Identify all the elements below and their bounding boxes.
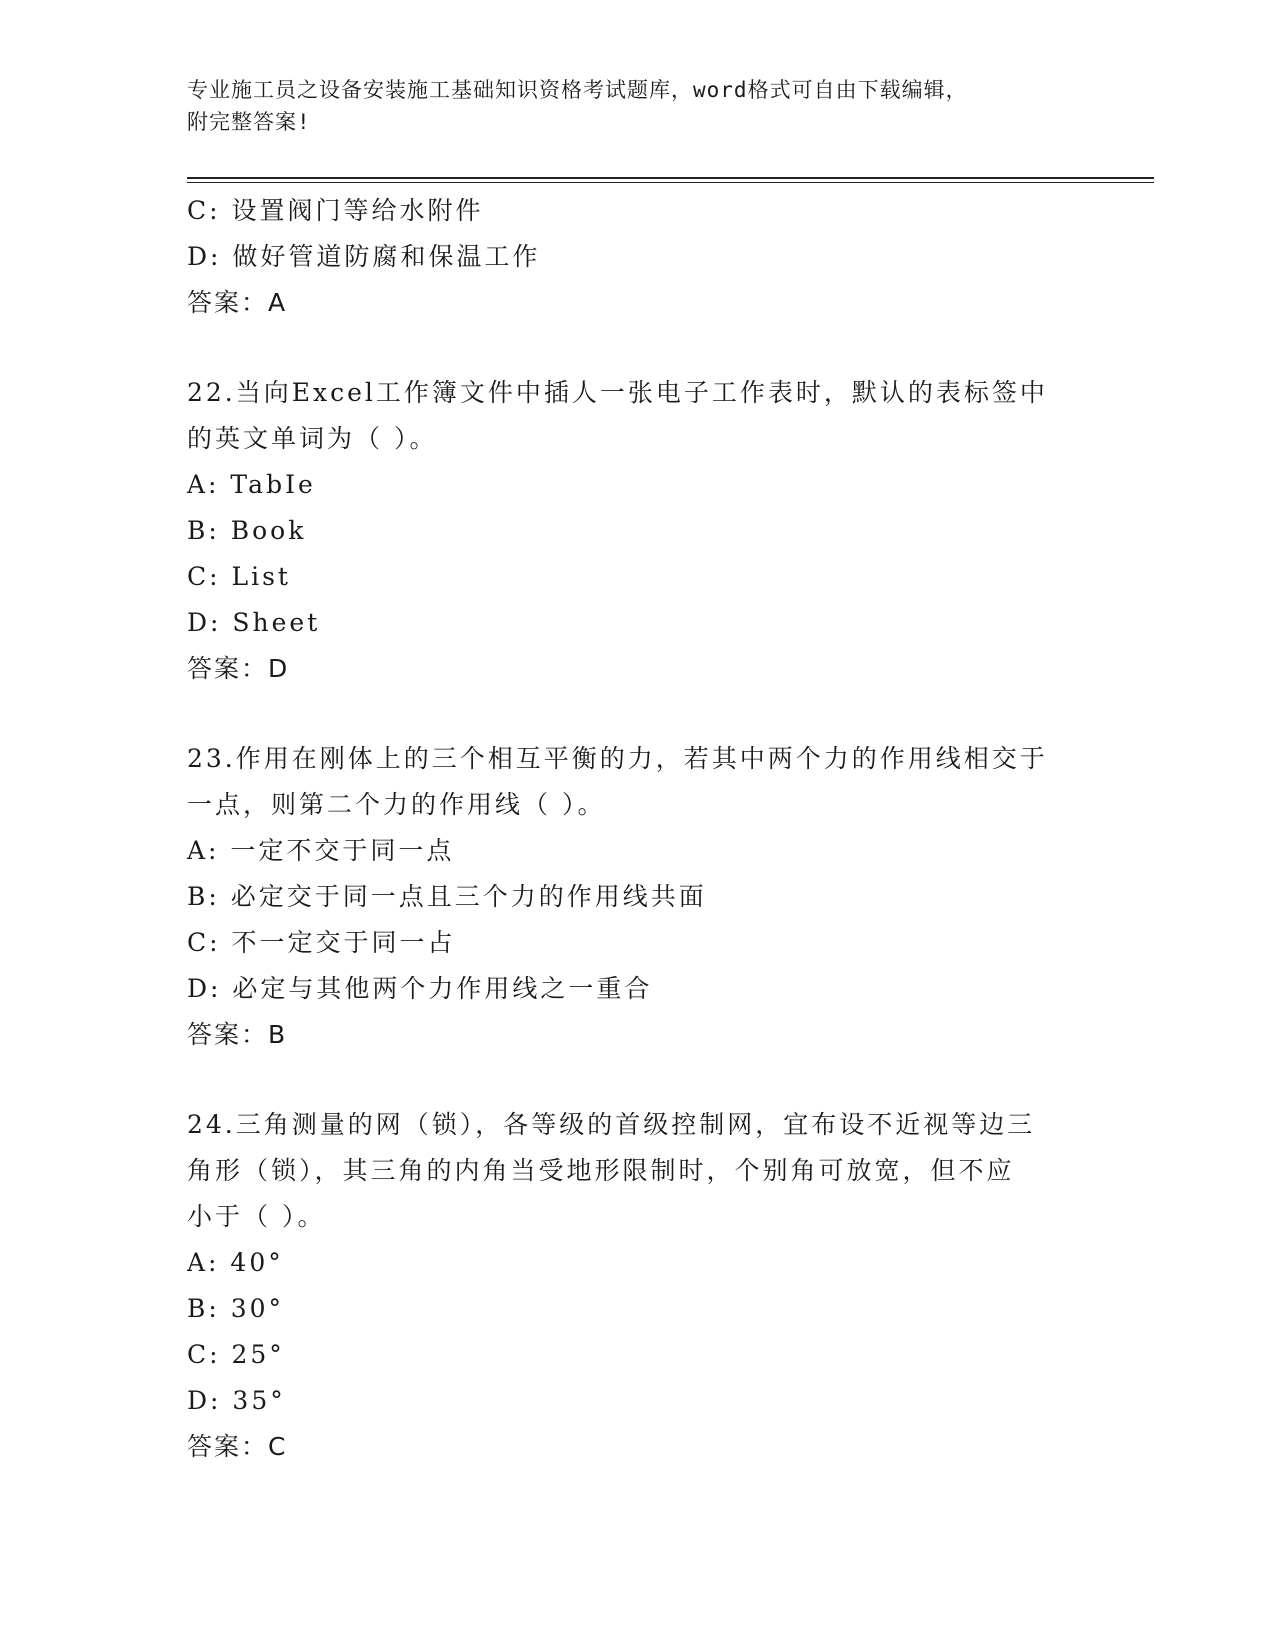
question-list	[187, 188, 1087, 1470]
option-c: C: 25°	[187, 1340, 285, 1369]
header-divider-thick	[187, 177, 1154, 179]
option-d: D: 做好管道防腐和保温工作	[187, 242, 541, 271]
answer-line: 答案：B	[187, 1020, 288, 1049]
question-stem-line: 的英文单词为（ ）。	[187, 424, 438, 453]
answer-line: 答案：C	[187, 1432, 288, 1461]
option-b: B: Book	[187, 516, 307, 545]
question-stem	[187, 370, 1087, 462]
header-line-1: 专业施工员之设备安装施工基础知识资格考试题库，word格式可自由下载编辑，	[187, 78, 968, 102]
option-b: B: 必定交于同一点且三个力的作用线共面	[187, 882, 707, 911]
question-24	[187, 1102, 1087, 1470]
option-d: D: 35°	[187, 1386, 286, 1415]
option-d: D: Sheet	[187, 608, 321, 637]
option-b: B: 30°	[187, 1294, 285, 1323]
question-stem	[187, 736, 1087, 828]
option-a: A: 40°	[187, 1248, 284, 1277]
answer-line: 答案：A	[187, 288, 288, 317]
answer-line: 答案：D	[187, 654, 290, 683]
option-a: A: 一定不交于同一点	[187, 836, 455, 865]
question-stem-line: 24.三角测量的网（锁），各等级的首级控制网，宜布设不近视等边三	[187, 1110, 1036, 1139]
question-22	[187, 370, 1087, 692]
question-stem-line: 角形（锁），其三角的内角当受地形限制时，个别角可放宽，但不应	[187, 1156, 1015, 1185]
document-header	[187, 74, 1067, 138]
header-line-2: 附完整答案!	[187, 110, 311, 134]
option-c: C: List	[187, 562, 291, 591]
option-d: D: 必定与其他两个力作用线之一重合	[187, 974, 653, 1003]
question-stem	[187, 1102, 1087, 1240]
option-c: C: 设置阀门等给水附件	[187, 196, 484, 225]
option-a: A: TabIe	[187, 470, 316, 499]
header-divider-thin	[187, 182, 1154, 183]
question-stem-line: 一点，则第二个力的作用线（ ）。	[187, 790, 606, 819]
question-23	[187, 736, 1087, 1058]
question-21-tail	[187, 188, 1087, 326]
question-stem-line: 23.作用在刚体上的三个相互平衡的力，若其中两个力的作用线相交于	[187, 744, 1048, 773]
question-stem-line: 小于（ ）。	[187, 1202, 326, 1231]
question-stem-line: 22.当向Excel工作簿文件中插人一张电子工作表时，默认的表标签中	[187, 378, 1048, 407]
option-c: C: 不一定交于同一占	[187, 928, 456, 957]
